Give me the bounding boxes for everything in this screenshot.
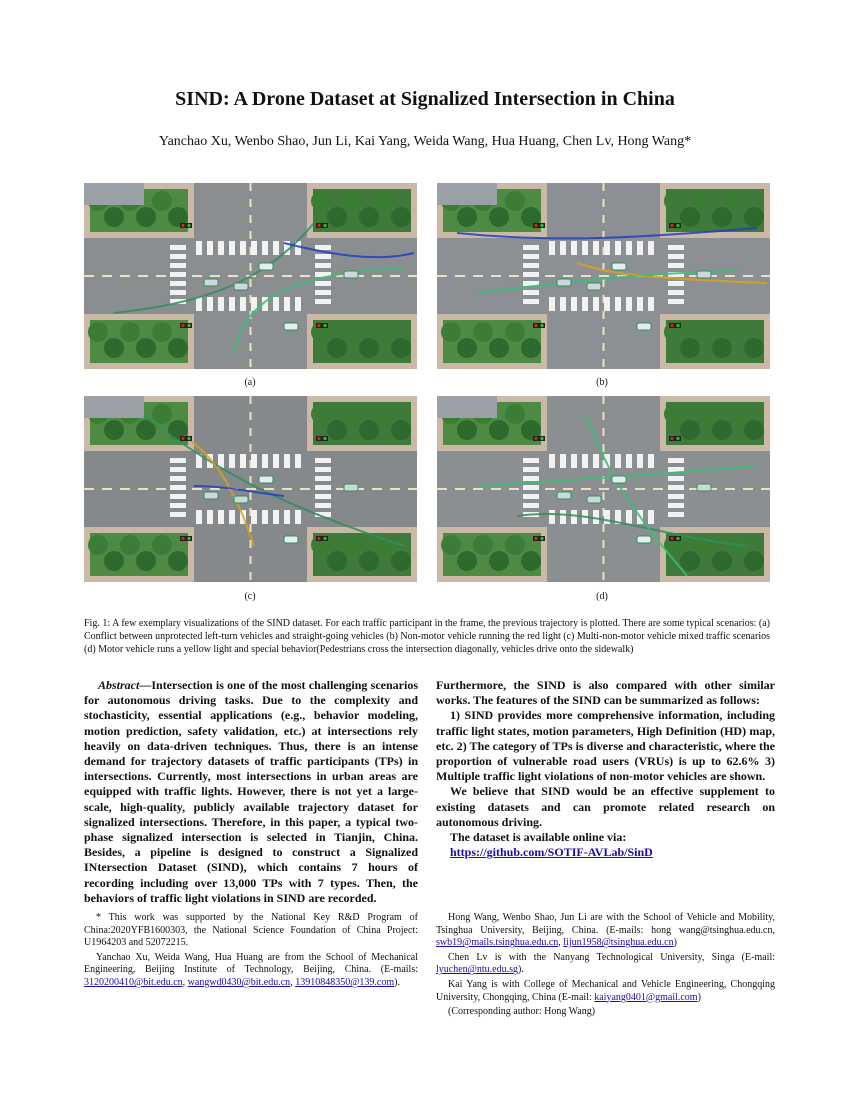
features-intro: Furthermore, the SIND is also compared with other similar works. The features of the SIND can be summarized as follows: [436,678,775,708]
figure-panel-a [84,183,417,369]
figure-panel-c [84,396,417,582]
dataset-availability: The dataset is available online via: [450,830,627,845]
subfigure-label-d: (d) [596,591,608,602]
bit-affiliation-note: Yanchao Xu, Weida Wang, Hua Huang are from the School of Mechanical Engineering, Beijing Institute of Technology, Beijing, China. (E-mails: 3120200410@bit.edu.cn, wangwd0430@bit.edu.cn, 13910848350@139.com). [84,951,418,988]
abstract-lead: Abstract [98,678,140,692]
corresponding-author-note: (Corresponding author: Hong Wang) [448,1006,596,1018]
tsinghua-affiliation-note: Hong Wang, Wenbo Shao, Jun Li are with the School of Vehicle and Mobility, Tsinghua University, Beijing, China. (E-mails: hong wang@tsinghua.edu.cn, swb19@mails.tsinghua.edu.cn, lijun1958@tsinghua.edu.cn) [436,912,775,949]
email-link[interactable]: lyuchen@ntu.edu.sg [436,964,518,976]
email-link[interactable]: kaiyang0401@gmail.com [594,991,698,1003]
email-link[interactable]: swb19@mails.tsinghua.edu.cn [436,937,559,949]
abstract-paragraph [84,678,418,906]
email-link[interactable]: wangwd0430@bit.edu.cn [187,976,291,988]
figure-caption: Fig. 1: A few exemplary visualizations of the SIND dataset. For each traffic participant in the frame, the previous trajectory is plotted. There are some typical scenarios: (a) Conflict between unprotected left-turn vehicles and straight-going vehicles (b) Non-motor vehicle running the red light (c) Multi-non-motor vehicle mixed traffic scenarios (d) Motor vehicle runs a yellow light and special behavior(Pedestrians cross the intersection diagonally, vehicles drive onto the sidewalk) [84,618,770,655]
figure-panel-d [437,396,770,582]
funding-note: * This work was supported by the National Key R&D Program of China:2020YFB1600303, the National Science Foundation of China Project: U1964203 and 52072215. [84,912,418,949]
email-link[interactable]: lijun1958@tsinghua.edu.cn [563,937,674,949]
author-list: Yanchao Xu, Wenbo Shao, Jun Li, Kai Yang, Weida Wang, Hua Huang, Chen Lv, Hong Wang* [158,134,692,149]
subfigure-label-a: (a) [244,377,256,388]
abstract-text: —Intersection is one of the most challenging scenarios for autonomous driving tasks. Due to the complexity and stochasticity, essential applications (e.g., behavior modeling, motion prediction, safety validation, etc.) at intersections rely heavily on data-driven techniques. Thus, there is an intense demand for trajectory datasets of traffic participants (TPs) in intersections. Currently, most intersections in urban areas are equipped with traffic lights. However, there is not yet a large-scale, high-quality, publicly available trajectory dataset for signalized intersections. Therefore, in this paper, a typical two-phase signalized intersection is selected in Tianjin, China. Besides, a pipeline is designed to construct a Signalized INtersection Dataset (SIND), which contains 7 hours of recording including over 13,000 TPs with 7 types. Then, the behaviors of traffic light violations in SIND are recorded. [84,678,418,905]
subfigure-label-b: (b) [596,377,608,388]
cqu-affiliation-note: Kai Yang is with College of Mechanical and Vehicle Engineering, Chongqing University, Chongqing, China (E-mail: kaiyang0401@gmail.com) [436,978,775,1003]
dataset-link[interactable]: https://github.com/SOTIF-AVLab/SinD [450,845,653,860]
ntu-affiliation-note: Chen Lv is with the Nanyang Technological University, Singa (E-mail: lyuchen@ntu.edu.sg). [436,951,775,976]
closing-paragraph: We believe that SIND would be an effective supplement to existing datasets and can promote related research on autonomous driving. [436,784,775,829]
email-link[interactable]: 3120200410@bit.edu.cn [84,976,183,988]
subfigure-label-c: (c) [244,591,256,602]
figure-panel-b [437,183,770,369]
features-list: 1) SIND provides more comprehensive information, including traffic light states, motion parameters, High Definition (HD) map, etc. 2) The category of TPs is diverse and characteristic, where the proportion of vulnerable road users (VRUs) is up to 62.6% 3) Multiple traffic light violations of non-motor vehicles are shown. [436,708,775,784]
footnotes-right [436,912,775,1021]
footnotes-left [84,912,418,992]
paper-title: SIND: A Drone Dataset at Signalized Intersection in China [175,88,675,110]
email-link[interactable]: 13910848350@139.com [295,976,395,988]
right-column [436,678,775,860]
